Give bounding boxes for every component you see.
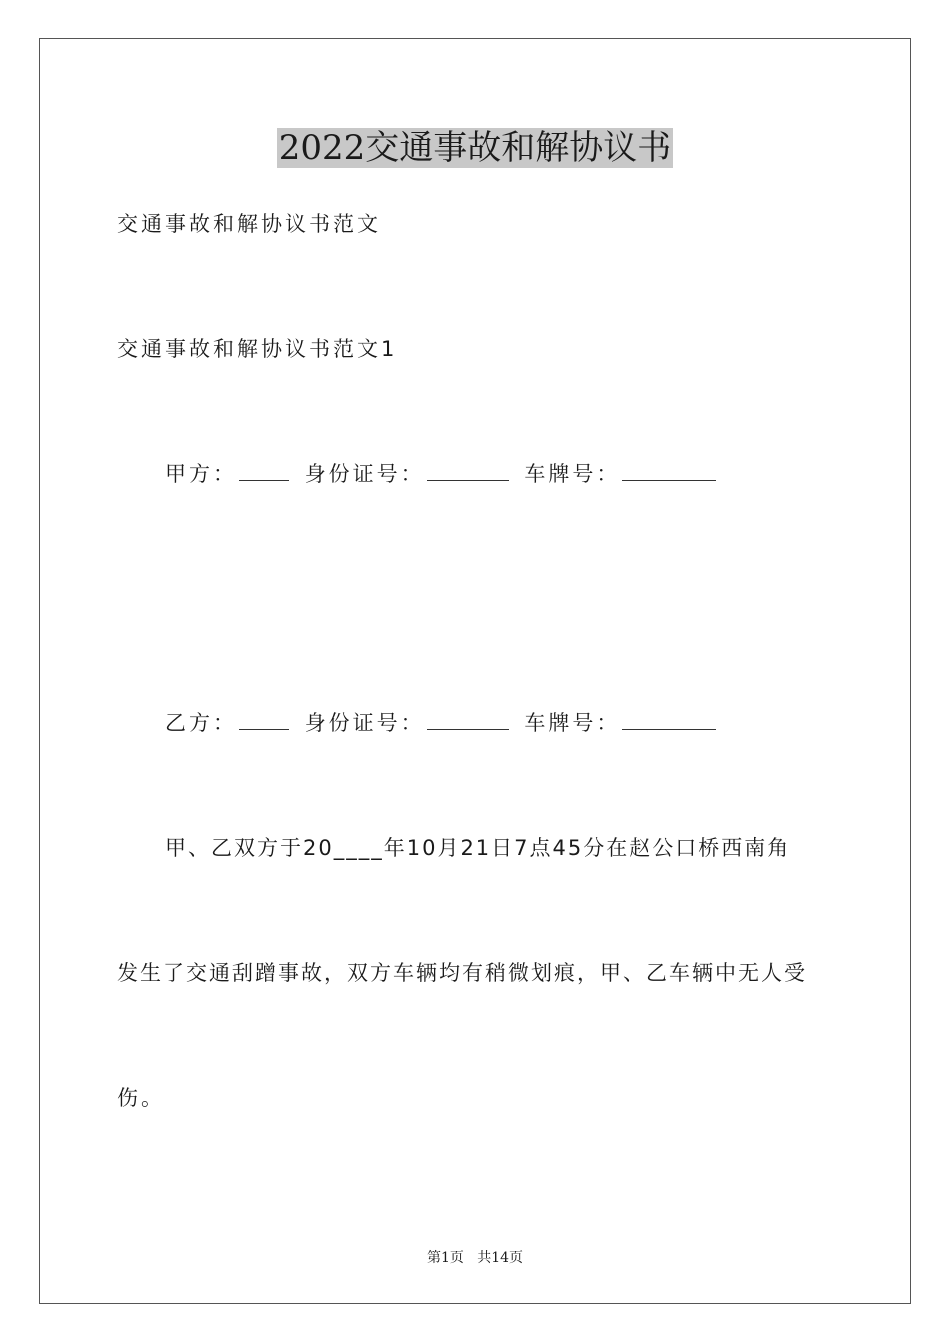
party-a-plate-label: 车牌号：	[524, 462, 621, 486]
paragraph-line-2: 发生了交通刮蹭事故，双方车辆均有稍微划痕，甲、乙车辆中无人受	[117, 961, 807, 985]
party-b-name-blank	[239, 711, 289, 730]
party-b-id-label: 身份证号：	[304, 711, 425, 735]
party-b-line	[165, 708, 722, 738]
document-title-text: 2022交通事故和解协议书	[278, 128, 672, 168]
paragraph-line-3: 伤。	[117, 1086, 165, 1110]
party-b-plate-blank	[622, 711, 716, 730]
party-a-plate-blank	[622, 462, 716, 481]
section-heading: 交通事故和解协议书范文1	[117, 337, 398, 361]
party-a-label: 甲方：	[165, 462, 237, 486]
party-a-id-blank	[427, 462, 509, 481]
party-b-id-blank	[427, 711, 509, 730]
paragraph-line-1: 甲、乙双方于20____年10月21日7点45分在赵公口桥西南角	[165, 836, 791, 860]
party-b-plate-label: 车牌号：	[524, 711, 621, 735]
party-a-name-blank	[239, 462, 289, 481]
document-title	[0, 126, 950, 170]
party-a-line	[165, 459, 722, 489]
party-b-label: 乙方：	[165, 711, 237, 735]
page-footer: 第1页 共14页	[426, 1250, 524, 1266]
party-a-id-label: 身份证号：	[304, 462, 425, 486]
document-subtitle: 交通事故和解协议书范文	[117, 212, 381, 236]
